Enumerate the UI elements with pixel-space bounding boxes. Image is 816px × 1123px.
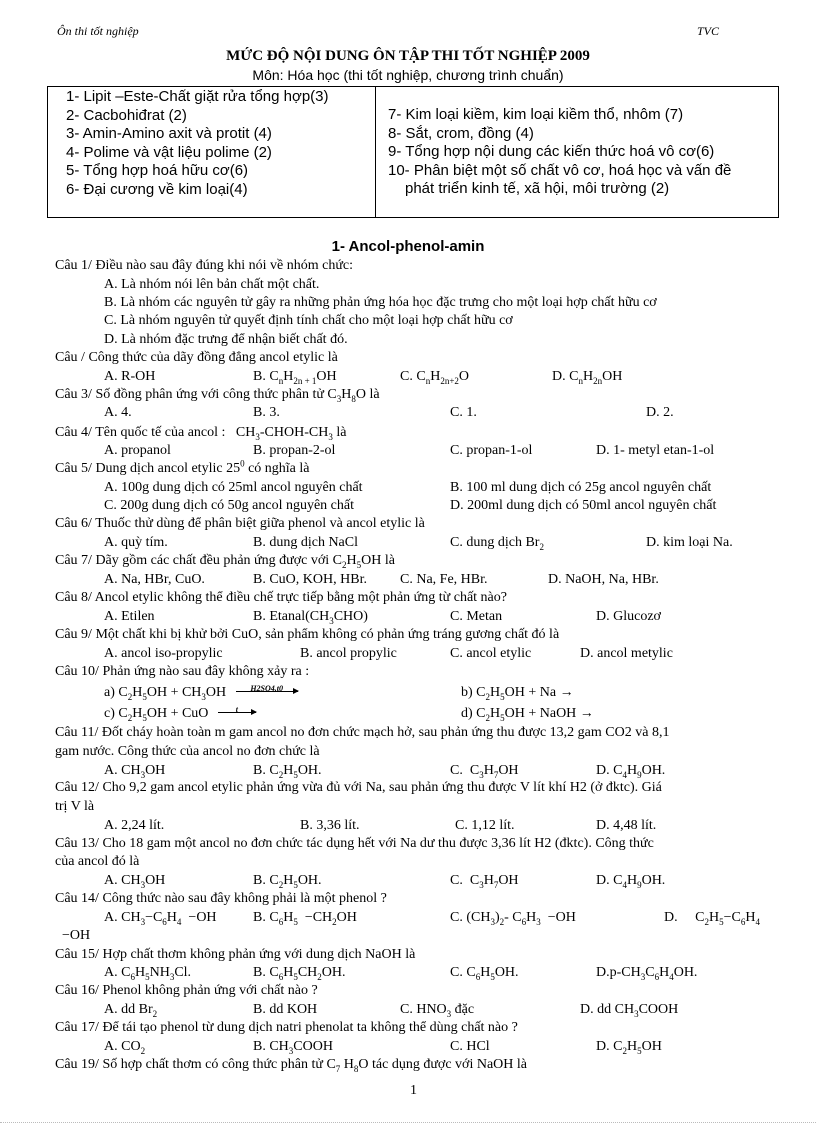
answer-option: D. ancol metylic bbox=[580, 646, 673, 661]
answer-option: C. $C_nH_{2n+2}O$ bbox=[400, 369, 470, 386]
question-stem: gam nước. Công thức của ancol no đơn chức là bbox=[55, 744, 320, 759]
answer-option: B. $Etanal(CH_3CHO)$ bbox=[253, 609, 368, 626]
answer-option: B. dung dịch NaCl bbox=[253, 535, 358, 550]
topic-item: 8- Sắt, crom, đồng (4) bbox=[388, 124, 534, 142]
answer-option: A. 100g dung dịch có 25ml ancol nguyên chất bbox=[104, 480, 363, 495]
answer-option: D. dd $CH_3COOH$ bbox=[580, 1002, 679, 1019]
answer-option: B. $C_nH_{2n + 1}OH$ bbox=[253, 369, 337, 386]
question-stem: Câu 14/ Công thức nào sau đây không phải là một phenol ? bbox=[55, 891, 387, 906]
topics-left-column bbox=[66, 88, 366, 199]
answer-option: C. 1,12 lít. bbox=[455, 818, 515, 833]
topic-item: 4- Polime và vật liệu polime (2) bbox=[66, 143, 272, 161]
answer-option: C. ancol etylic bbox=[450, 646, 532, 661]
topic-item: 5- Tổng hợp hoá hữu cơ(6) bbox=[66, 162, 249, 179]
answer-option: B. $C_2H_5OH$. bbox=[253, 873, 322, 890]
document-title: MỨC ĐỘ NỘI DUNG ÔN TẬP THI TỐT NGHIỆP 2009 bbox=[226, 48, 590, 64]
answer-option: A. $CH_3OH$ bbox=[104, 873, 166, 890]
question-stem: Câu 10/ Phản ứng nào sau đây không xảy ra : bbox=[55, 664, 310, 679]
answer-option: D. Là nhóm đặc trưng để nhận biết chất đó. bbox=[104, 332, 348, 347]
header-right: TVC bbox=[697, 24, 720, 38]
page-number: 1 bbox=[410, 1083, 417, 1098]
answer-option: B. CuO, KOH, HBr. bbox=[253, 572, 367, 587]
answer-option: C. 200g dung dịch có 50g ancol nguyên chất bbox=[104, 498, 355, 513]
answer-option: C. Na, Fe, HBr. bbox=[400, 572, 488, 587]
answer-option: b) $C_2H_5OH + Na$ → bbox=[461, 685, 574, 702]
answer-option: d) $C_2H_5OH$ + NaOH → bbox=[461, 706, 594, 723]
answer-option: A. ancol iso-propylic bbox=[104, 646, 223, 661]
question-stem: Câu / Công thức của dãy đồng đẳng ancol etylic là bbox=[55, 350, 338, 365]
answer-option: D. $C_4H_9OH$. bbox=[596, 873, 666, 890]
question-stem: Câu 17/ Để tái tạo phenol từ dung dịch natri phenolat ta không thể dùng chất nào ? bbox=[55, 1020, 518, 1035]
section-title: 1- Ancol-phenol-amin bbox=[331, 238, 485, 255]
answer-option: A. $C_6H_5NH_3Cl$. bbox=[104, 965, 192, 982]
topic-item: 7- Kim loại kiềm, kim loại kiềm thổ, nhôm (7) bbox=[388, 106, 684, 123]
answer-option: D. NaOH, Na, HBr. bbox=[548, 572, 659, 587]
answer-option: B. ancol propylic bbox=[300, 646, 397, 661]
answer-option: D. 1- metyl etan-1-ol bbox=[596, 443, 715, 458]
answer-option: B. dd KOH bbox=[253, 1002, 318, 1017]
answer-option: D. $C_nH_{2n}OH$ bbox=[552, 369, 623, 386]
topics-right-column bbox=[388, 106, 778, 199]
question-stem: Câu 12/ Cho 9,2 gam ancol etylic phản ứng vừa đủ với Na, sau phản ứng thu được V lít khí H2 (ở đktc). Giá bbox=[55, 780, 662, 795]
answer-option: D. $C_2H_5-C_6H_4$ bbox=[664, 910, 760, 927]
answer-option: A. $CH_3-C_6H_4 -OH$ bbox=[104, 910, 217, 927]
answer-option: D. Glucozơ bbox=[596, 609, 661, 624]
answer-option: B. 100 ml dung dịch có 25g ancol nguyên chất bbox=[450, 480, 712, 495]
answer-option: A. Etilen bbox=[104, 609, 155, 624]
document-subtitle: Môn: Hóa học (thi tốt nghiệp, chương trình chuẩn) bbox=[252, 67, 564, 83]
question-stem: trị V là bbox=[55, 799, 95, 814]
question-stem: Câu 5/ Dung dịch ancol etylic $25^0$ có nghĩa là bbox=[55, 458, 310, 476]
answer-option: A. $CH_3OH$ bbox=[104, 763, 166, 780]
question-stem: Câu 9/ Một chất khi bị khử bởi CuO, sản phẩm không có phản ứng tráng gương chất đó là bbox=[55, 627, 560, 642]
answer-option: D. 200ml dung dịch có 50ml ancol nguyên chất bbox=[450, 498, 717, 513]
answer-option: $D.p-CH_3C_6H_4OH$. bbox=[596, 965, 698, 982]
topic-item: 9- Tổng hợp nội dung các kiến thức hoá vô cơ(6) bbox=[388, 143, 715, 160]
topic-item: 1- Lipit –Este-Chất giặt rửa tổng hợp(3) bbox=[66, 88, 329, 105]
answer-option: B. $CH_3COOH$ bbox=[253, 1039, 333, 1056]
answer-option: C. propan-1-ol bbox=[450, 443, 533, 458]
header-left: Ôn thi tốt nghiệp bbox=[57, 24, 139, 38]
answer-option: C. $C_3H_7OH$ bbox=[450, 763, 519, 780]
answer-option: B. $C_2H_5OH$. bbox=[253, 763, 322, 780]
answer-option: D. 2. bbox=[646, 405, 674, 420]
question-stem: Câu 8/ Ancol etylic không thể điều chế trực tiếp bằng một phản ứng từ chất nào? bbox=[55, 590, 507, 605]
table-divider bbox=[375, 87, 376, 217]
question-stem: Câu 6/ Thuốc thử dùng để phân biệt giữa phenol và ancol etylic là bbox=[55, 516, 425, 531]
answer-option: A. Na, HBr, CuO. bbox=[104, 572, 205, 587]
answer-option: D. $C_2H_5OH$ bbox=[596, 1039, 662, 1056]
answer-option: C. $C_6H_5OH$. bbox=[450, 965, 519, 982]
answer-option: B. $C_6H_5 -CH_2OH$ bbox=[253, 910, 357, 927]
answer-option: a) $C_2H_5OH + CH_3OH$ H2SO4,t0 bbox=[104, 684, 304, 702]
topics-table bbox=[47, 86, 779, 218]
topic-item: phát triển kinh tế, xã hội, môi trường (2) bbox=[405, 180, 670, 197]
answer-option: C. dung dịch $Br_2$ bbox=[450, 535, 544, 552]
answer-option: B. 3,36 lít. bbox=[300, 818, 360, 833]
answer-option: C. Là nhóm nguyên tử quyết định tính chất cho một loại hợp chất hữu cơ bbox=[104, 313, 513, 328]
answer-option: D. kim loại Na. bbox=[646, 535, 733, 550]
topic-item: 3- Amin-Amino axit và protit (4) bbox=[66, 125, 272, 142]
question-stem: Câu 19/ Số hợp chất thơm có công thức phân tử $C_7$ $H_8O$ tác dụng được với NaOH là bbox=[55, 1057, 527, 1074]
answer-option: B. $C_6H_5CH_2OH$. bbox=[253, 965, 346, 982]
answer-option: A. Là nhóm nói lên bản chất một chất. bbox=[104, 277, 320, 292]
answer-option: C. 1. bbox=[450, 405, 477, 420]
answer-option-continuation: −OH bbox=[62, 928, 91, 943]
reaction-arrow-icon: t bbox=[218, 712, 256, 713]
answer-option: A. $CO_2$ bbox=[104, 1039, 146, 1056]
topic-item: 2- Cacbohiđrat (2) bbox=[66, 106, 187, 124]
question-stem: Câu 4/ Tên quốc tế của ancol : $CH_3-CHOH-CH_3$ là bbox=[55, 425, 347, 442]
answer-option: C. $HNO_3$ đặc bbox=[400, 1002, 475, 1019]
answer-option: A. quỳ tím. bbox=[104, 535, 168, 550]
answer-option: B. 3. bbox=[253, 405, 280, 420]
answer-option: C. Metan bbox=[450, 609, 503, 624]
question-stem: của ancol đó là bbox=[55, 854, 140, 869]
answer-option: C. $C_3H_7OH$ bbox=[450, 873, 519, 890]
answer-option: A. dd $Br_2$ bbox=[104, 1002, 158, 1019]
answer-option: c) $C_2H_5OH$ + CuO t bbox=[104, 705, 262, 723]
answer-option: C. HCl bbox=[450, 1039, 490, 1054]
reaction-arrow-icon: H2SO4,t0 bbox=[236, 691, 298, 692]
answer-option: A. propanol bbox=[104, 443, 171, 458]
question-stem: Câu 3/ Số đồng phân ứng với công thức phân tử $C_3H_8O$ là bbox=[55, 387, 380, 404]
question-stem: Câu 13/ Cho 18 gam một ancol no đơn chức tác dụng hết với Na dư thu được 3,36 lít H2 (đktc). Công thức bbox=[55, 836, 654, 851]
answer-option: A. 2,24 lít. bbox=[104, 818, 165, 833]
question-stem: Câu 1/ Điều nào sau đây đúng khi nói về nhóm chức: bbox=[55, 258, 354, 273]
answer-option: C. $(CH_3)_2-$ $C_6H_3 -OH$ bbox=[450, 910, 576, 927]
answer-option: A. R-OH bbox=[104, 369, 156, 384]
answer-option: B. propan-2-ol bbox=[253, 443, 336, 458]
answer-option: D. 4,48 lít. bbox=[596, 818, 657, 833]
answer-option: D. $C_4H_9OH$. bbox=[596, 763, 666, 780]
answer-option: A. 4. bbox=[104, 405, 132, 420]
answer-option: B. Là nhóm các nguyên tử gây ra những phản ứng hóa học đặc trưng cho một loại hợp chất hữu cơ bbox=[104, 295, 657, 310]
question-stem: Câu 15/ Hợp chất thơm không phản ứng với dung dịch NaOH là bbox=[55, 947, 416, 962]
topic-item: 10- Phân biệt một số chất vô cơ, hoá học và vấn đề bbox=[388, 161, 732, 179]
question-stem: Câu 11/ Đốt cháy hoàn toàn m gam ancol no đơn chức mạch hở, sau phản ứng thu được 13,2 gam CO2 và 8,1 bbox=[55, 725, 670, 740]
question-stem: Câu 7/ Dãy gồm các chất đều phản ứng được với $C_2H_5OH$ là bbox=[55, 553, 395, 570]
topic-item: 6- Đại cương về kim loại(4) bbox=[66, 180, 248, 198]
question-stem: Câu 16/ Phenol không phản ứng với chất nào ? bbox=[55, 983, 318, 998]
